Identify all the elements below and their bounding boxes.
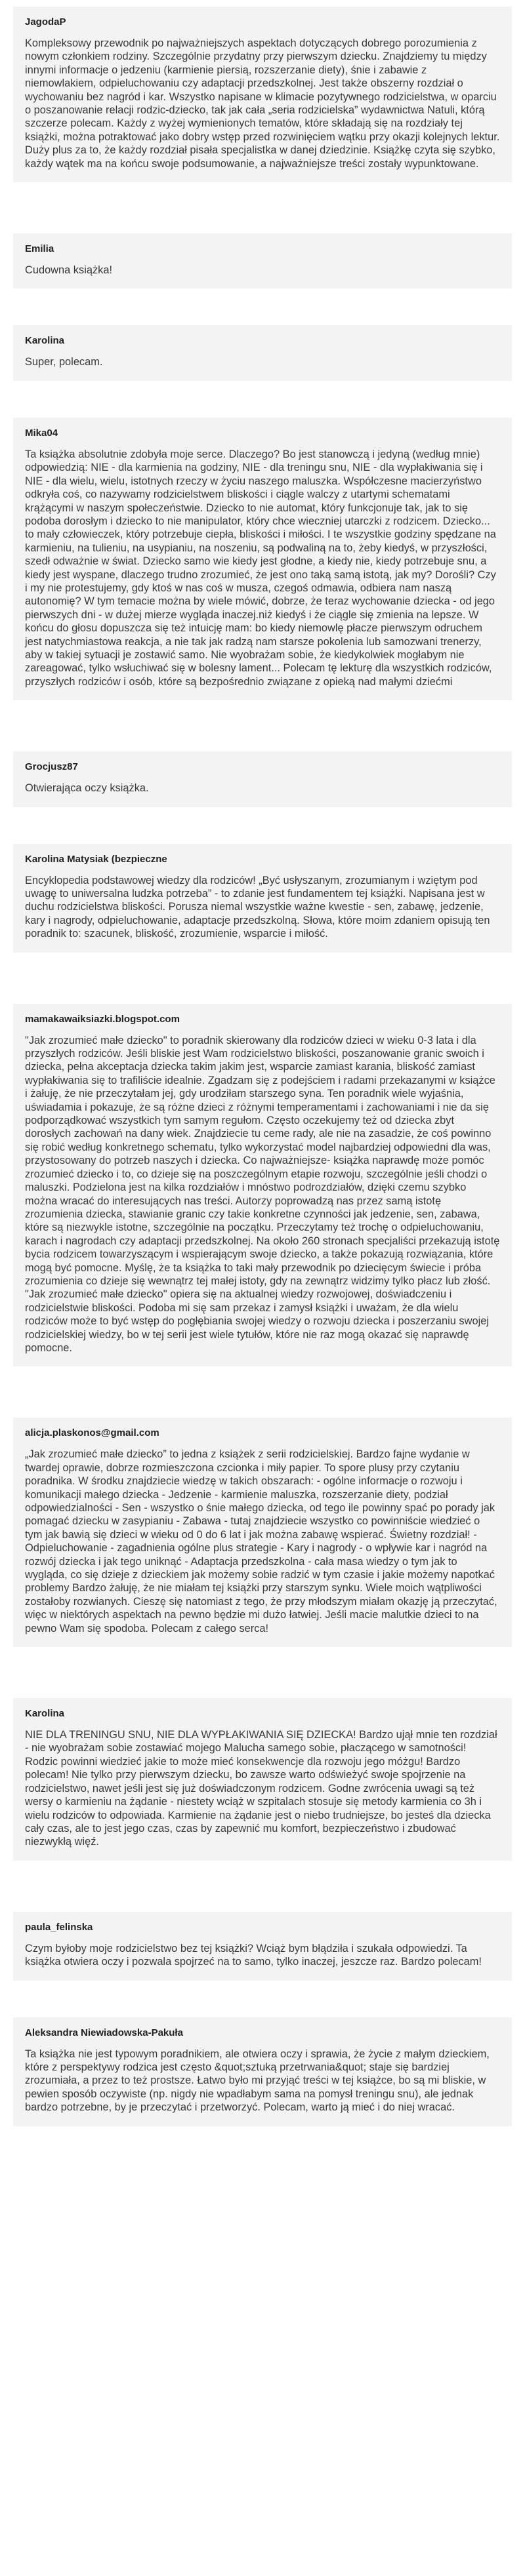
review-author: Emilia [25,243,54,255]
review-text: Kompleksowy przewodnik po najważniejszych aspektach dotyczących dobrego porozumienia z nowym członkiem rodziny. Szczególnie przydatny przy pierwszym dziecku. Znajdziemy tu między innymi informacje o jedzeniu (karmienie piersią, rozszerzanie diety), śnie i zabawie z niemowlakiem, odpieluchowaniu czy adaptacji przedszkolnej. Jest także obszerny rozdział o wychowaniu bez nagród i kar. Wszystko napisane w klimacie pozytywnego rodzicielstwa, w oparciu o poszanowanie relacji rodzic-dziecko, tak jak cała „seria rodzicielska” wydawnictwa Natuli, którą szczerze polecam. Każdy z wyżej wymienionych tematów, które składają się na rozdziały tej książki, można potraktować jako dobry wstęp przed rozwinięciem wątku przy okazji kolejnych lektur. Duży plus za to, że każdy rozdział pisała specjalistka w danej dziedzinie. Książkę czyta się szybko, każdy wątek ma na końcu swoje podsumowanie, a najważniejsze treści zostały wypunktowane. [25,37,503,170]
review-item [13,325,512,380]
review-text: NIE DLA TRENINGU SNU, NIE DLA WYPŁAKIWANIA SIĘ DZIECKA! Bardzo ujął mnie ten rozdział - nie wyobrażam sobie zostawiać mojego Malucha samego sobie, płaczącego w samotności! Rodzic powinni wiedzieć jakie to może mieć konsekwencje dla rozwoju jego móżgu! Bardzo polecam! Nie tylko przy pierwszym dziecku, bo zawsze warto odświeżyć swoje spojrzenie na rodzicielstwo, nawet jeśli jest się już doświadczonym rodzicem. Godne zwrócenia uwagi są też wersy o karmieniu na żądanie - niestety wciąż w szpitalach stosuje się metody karmienia co 3h i wielu rodziców to odpowiada. Karmienie na żądanie jest o niebo trudniejsze, bo jesteś dla dziecka cały czas, ale to jest jego czas, czas by zapewnić mu komfort, bezpieczeństwo i zbudować niezwykłą więź. [25,1729,501,1848]
review-separator [0,1861,525,1912]
review-text: Otwierająca oczy książka. [25,782,149,795]
review-separator [0,1366,525,1417]
review-text: Ta książka absolutnie zdobyła moje serce. Dlaczego? Bo jest stanowczą i jedyną (według mnie) odpowiedzią: NIE - dla karmienia na godziny, NIE - dla treningu snu, NIE - dla wypłakiwania się i NIE - dla wielu, wielu, istotnych rzeczy w życiu naszego maluszka. Współczesne macierzyństwo odkryła coś, co nazywamy rodzicielstwem bliskości i ciągle walczy z utartymi schematami krążącymi w naszym społeczeństwie. Dziecko to nie automat, który funkcjonuje tak, jak to się podoba dorosłym i dziecko to nie manipulator, który chce wieczniej utarczki z rodzicem. Dziecko... to mały człowieczek, który potrzebuje ciepła, bliskości i miłości. I te wszystkie godziny spędzane na karmieniu, na tulieniu, na usypianiu, na noszeniu, są podwaliną na to, żeby kiedyś, w przyszłości, szedł odważnie w świat. Dziecko samo wie kiedy jest głodne, a kiedy nie, kiedy potrzebuje snu, a kiedy jest wyspane, dlaczego trudno zrozumieć, że jest ono taką samą istotą, jak my? Dorośli? Czy i my nie protestujemy, gdy ktoś w nas coś w musza, czegoś odmawia, odbiera nam naszą autonomię? W tym temacie można by wiele mówić, dobrze, że teraz wychowanie dziecka - od jego pierwszych dni - w dużej mierze wygląda inaczej.niż kiedyś i że ciągle się zmienia na lepsze. W końcu do głosu dopuszcza się też intuicję mam: bo kiedy niemowlę płacze pierwszym odruchem jest natychmiastowa reakcja, a nie tak jak radzą nam starsze pokolenia lub samozwani trenerzy, aby w takiej sytuacji je zostawić samo. Nie wyobrażam sobie, że kiedykolwiek mogłabym nie zareagować, tylko wsłuchiwać się w bolesny lament... Polecam tę lekturę dla wszystkich rodziców, przyszłych rodziców i osób, które są bezpośrednio związane z opieką nad małymi dziećmi [25,448,499,688]
review-separator [0,1647,525,1698]
review-item [13,233,512,288]
review-text: Ta książka nie jest typowym poradnikiem, ale otwiera oczy i sprawia, że życie z małym dzieckiem, które z perspektywy rodzica jest często &quot;sztuką przetrwania&quot; staje się bardziej zrozumiała, a przez to też prostsze. Łatwo było mi przyjąć treści w tej książce, bo są mi bliskie, w pewien sposób oczywiste (np. nigdy nie wpadłabym sama na pomysł treningu snu), ale jednak bardzo potrzebne, by je przeczytać i przetworzyć. Polecam, warto ją mieć i do niej wracać. [25,2048,493,2114]
review-separator [0,700,525,751]
review-author: paula_felinska [25,1921,93,1933]
review-text: Super, polecam. [25,356,103,368]
review-separator [0,953,525,1004]
review-item [13,844,512,953]
review-separator [0,807,525,844]
review-item [13,1417,512,1647]
review-item [13,1004,512,1367]
review-text: "Jak zrozumieć małe dziecko" to poradnik skierowany dla rodziców dzieci w wieku 0-3 lata i dla przyszłych rodziców. Jeśli bliskie jest Wam rodzicielstwo bliskości, poszanowanie granic swoich i dziecka, pełna akceptacja dziecka takim jakim jest, wsparcie zamiast karania, bliskość zamiast wypłakiwania się to trafiliście idealnie. Zgadzam się z podejściem i radami przekazanymi w książce i żałuję, że nie przeczytałam jej, gdy urodziłam starszego syna. Ten poradnik wiele wyjaśnia, uświadamia i pokazuje, że są różne dzieci z różnymi temperamentami i zachowaniami i nie da się podporządkować wszystkich tym samym regułom. Często oczekujemy też od dziecka zbyt dorosłych zachowań na dany wiek. Znajdziecie tu ceme rady, ale nie na zasadzie, że coś powinno się robić według konkretnego schematu, tylko wykorzystać model najbardziej odpowiedni dla was, przystosowany do potrzeb naszych i dziecka. Co najważniejsze- książka naprawdę może pomóc zrozumieć dziecko i to, co dzieje się na poszczególnym etapie rozwoju, szczególnie jeśli chodzi o maluszki. Podzielona jest na kilka rozdziałów i mnóstwo podrozdziałów, dzięki czemu szybko można wracać do interesujących nas treści. Autorzy poprowadzą nas przez samą istotę zrozumienia dziecka, stawianie granic czy takie konkretne czynności jak jedzenie, sen, zabawa, które są niezwykle istotne, szczególnie na początku. Przeczytamy też trochę o odpieluchowaniu, karach i nagrodach czy adaptacji przedszkolnej. Na około 260 stronach specjaliści przekazują istotę bycia rodzicem towarzyszącym i wspierającym swoje dziecko, a także pokazują rozwiązania, które mogą być pomocne. Myślę, że ta książka to taki mały przewodnik po dziecięcym świecie i próba zrozumienia co dzieje się wewnątrz tej małej istoty, gdy na zewnątrz widzimy tylko płacz lub złość. "Jak zrozumieć małe dziecko" opiera się na aktualnej wiedzy rozwojowej, doświadczeniu i rodzicielstwie bliskości. Podoba mi się sam przekaz i zamysł książki i uważam, że dla wielu rodziców może to być wstęp do pogłębiania swojej wiedzy o rozwoju dziecka i poszerzaniu swojej rodzicielskiej wiedzy, bo w tej serii jest wiele tytułów, które nie raz mogą okazać się naprawdę pomocne. [25,1034,503,1354]
review-separator [0,182,525,233]
review-text: „Jak zrozumieć małe dziecko” to jedna z książek z serii rodzicielskiej. Bardzo fajne wydanie w twardej oprawie, dobrze rozmieszczona czcionka i miły papier. To spore plusy przy czytaniu poradnika. W środku znajdziecie wiedzę w takich obszarach: - ogólne informacje o rozwoju i komunikacji małego dziecka - Jedzenie - karmienie maluszka, rozszerzanie diety, podział odpowiedzialności - Sen - wszystko o śnie małego dziecka, od tego ile powinny spać po porady jak pomagać dziecku w zasypianiu - Zabawa - tutaj znajdziecie wszystko co powinniście wiedzieć o tym jak bawią się dzieci w wieku od 0 do 6 lat i jak można zabawę wspierać. Świetny rozdział! - Odpieluchowanie - zagadnienia ogólne plus strategie - Kary i nagrody - o wpływie kar i nagród na rozwój dziecka i jak tego uniknąć - Adaptacja przedszkolna - cała masa wiedzy o tym jak to wygląda, co się dzieje z dzieckiem jak możemy sobie radzić w tym czasie i jakie możemy napotkać problemy Bardzo żałuję, że nie miałam tej książki przy starszym synku. Wiele moich wątpliwości zostałoby rozwianych. Cieszę się natomiast z tego, że przy młodszym miałam okazję ją przeczytać, więc w niektórych aspektach na pewno będzie mi dużo łatwiej. Jeśli macie malutkie dzieci to na pewno Wam się spodoba. Polecam z całego serca! [25,1448,501,1635]
review-author: mamakawaiksiazki.blogspot.com [25,1013,180,1025]
review-separator [0,288,525,325]
review-item [13,418,512,700]
review-author: Grocjusz87 [25,761,78,773]
review-item [13,751,512,806]
review-author: Mika04 [25,427,58,439]
review-author: Karolina Matysiak (bezpieczne [25,853,167,865]
review-item [13,2017,512,2126]
review-separator [0,381,525,418]
review-author: alicja.plaskonos@gmail.com [25,1427,159,1439]
review-author: Aleksandra Niewiadowska-Pakuła [25,2027,183,2038]
review-author: JagodaP [25,16,66,28]
review-text: Encyklopedia podstawowej wiedzy dla rodziców! „Być usłyszanym, zrozumianym i wziętym pod uwagę to uniwersalna ludzka potrzeba” - to zdanie jest fundamentem tej książki. Napisana jest w duchu rodzicielstwa bliskości. Porusza niemal wszystkie ważne kwestie - sen, zabawę, jedzenie, kary i nagrody, odpieluchowanie, adaptacje przedszkolną. Słowa, które moim zdaniem opisują ten poradnik to: szacunek, bliskość, zrozumienie, wsparcie i miłość. [25,874,494,940]
review-item [13,7,512,182]
review-author: Karolina [25,335,65,347]
review-author: Karolina [25,1708,65,1720]
review-item [13,1698,512,1861]
review-separator [0,1981,525,2017]
review-item [13,1912,512,1981]
review-text: Czym byłoby moje rodzicielstwo bez tej książki? Wciąż bym błądziła i szukała odpowiedzi. Ta książka otwiera oczy i pozwala spojrzeć na to samo, tylko inaczej, jeszcze raz. Bardzo polecam! [25,1942,482,1968]
review-text: Cudowna książka! [25,264,113,277]
